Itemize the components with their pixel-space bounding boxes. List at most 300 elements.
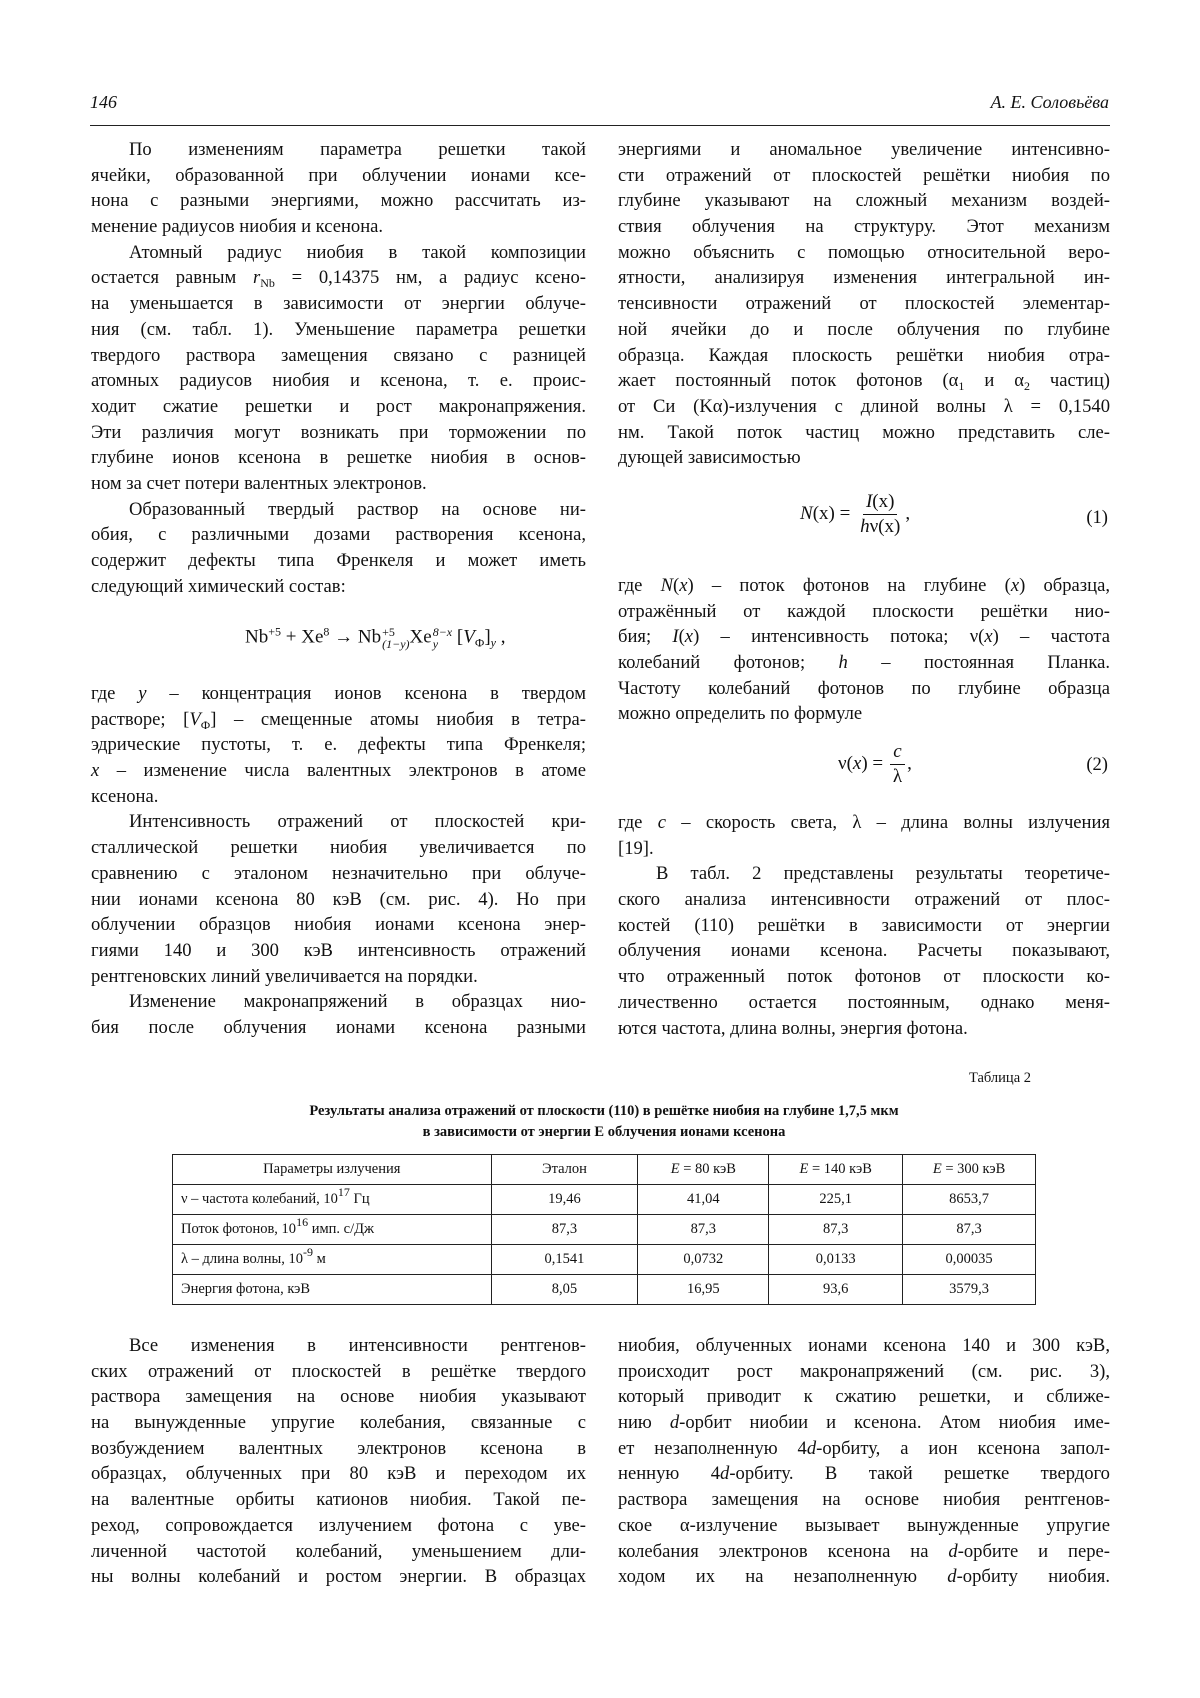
table-header-cell bbox=[903, 1155, 1036, 1185]
text-line bbox=[618, 368, 1110, 394]
fraction bbox=[890, 740, 905, 789]
text-run: ет незаполненную 4 bbox=[618, 1437, 807, 1459]
eq-part: , bbox=[905, 502, 911, 524]
text-line bbox=[618, 1461, 1110, 1487]
text-run: d bbox=[669, 1412, 680, 1434]
text-run: и α bbox=[964, 370, 1024, 392]
text-line bbox=[618, 599, 1110, 625]
text-line bbox=[91, 758, 586, 784]
text-run: Частоту колебаний фотонов по глубине образца bbox=[618, 677, 1110, 699]
text-run: x bbox=[684, 626, 694, 648]
results-table bbox=[172, 1154, 1036, 1305]
text-run: -орбите и пере- bbox=[957, 1540, 1110, 1562]
text-line bbox=[91, 420, 586, 446]
param-label: Поток фотонов, 10 bbox=[181, 1221, 297, 1237]
text-run: раствора замещения на основе ниобия рентгенов- bbox=[618, 1489, 1110, 1511]
text-run: атомных радиусов ниобия и ксенона, т. е. проис- bbox=[91, 370, 586, 392]
table-header-cell: Эталон bbox=[491, 1155, 638, 1185]
text-run: ной ячейки до и после облучения по глубине bbox=[618, 318, 1110, 340]
text-run: -орбиту, а ион ксенона запол- bbox=[816, 1437, 1110, 1459]
text-run: ненную 4 bbox=[618, 1463, 721, 1485]
text-run: раствора замещения на основе ниобия указывают bbox=[91, 1386, 586, 1408]
text-run: -орбит ниобии и ксенона. Атом ниобия име- bbox=[679, 1412, 1110, 1434]
text-line bbox=[618, 1359, 1110, 1385]
text-line bbox=[618, 240, 1110, 266]
text-line bbox=[618, 701, 1110, 727]
text-line bbox=[618, 1539, 1110, 1565]
value-cell: 93,6 bbox=[769, 1275, 903, 1305]
formula-part: [ bbox=[452, 626, 464, 648]
text-run: образца. Каждая плоскость решётки ниобия отра- bbox=[618, 344, 1110, 366]
value-cell: 8653,7 bbox=[903, 1185, 1036, 1215]
text-line bbox=[91, 809, 586, 835]
text-run: ских отражений от плоскостей в решётке твердого bbox=[91, 1360, 586, 1382]
equation-1 bbox=[800, 490, 910, 539]
formula-stack bbox=[382, 626, 409, 650]
text-line bbox=[91, 1436, 586, 1462]
eq-part: (x) = bbox=[812, 502, 856, 524]
text-line bbox=[91, 1359, 586, 1385]
text-run: гиями 140 и 300 кэВ интенсивность отражений bbox=[91, 939, 586, 961]
text-run: x bbox=[1010, 575, 1020, 596]
text-line bbox=[618, 317, 1110, 343]
text-line bbox=[618, 1487, 1110, 1513]
paragraph bbox=[91, 137, 586, 240]
header-text: = 300 кэВ bbox=[941, 1161, 1006, 1177]
text-line bbox=[618, 964, 1110, 990]
text-run: можно определить по формуле bbox=[618, 703, 863, 725]
table-header-cell bbox=[769, 1155, 903, 1185]
text-run: По изменениям параметра решетки такой bbox=[129, 139, 586, 160]
text-run: жает постоянный поток фотонов (α bbox=[618, 370, 959, 392]
text-line bbox=[91, 368, 586, 394]
text-line bbox=[618, 1384, 1110, 1410]
eq-part: ν(x) bbox=[869, 516, 901, 537]
text-line bbox=[618, 1436, 1110, 1462]
left-column-top bbox=[91, 137, 586, 599]
text-run: y bbox=[138, 683, 147, 704]
value-cell: 225,1 bbox=[769, 1185, 903, 1215]
table-row bbox=[173, 1275, 1036, 1305]
text-line bbox=[91, 1410, 586, 1436]
param-cell bbox=[173, 1185, 492, 1215]
text-run: нона с разными энергиями, можно рассчитать из- bbox=[91, 190, 586, 212]
text-run: -орбиту ниобия. bbox=[956, 1566, 1110, 1588]
text-run: следующий химический состав: bbox=[91, 575, 346, 597]
value-cell: 0,0732 bbox=[638, 1245, 769, 1275]
right-column-middle bbox=[618, 573, 1110, 727]
paragraph bbox=[618, 137, 1110, 471]
text-line bbox=[618, 650, 1110, 676]
text-run: содержит дефекты типа Френкеля и может иметь bbox=[91, 550, 586, 571]
text-run: 2 bbox=[1023, 379, 1030, 394]
formula-part: Nb bbox=[245, 626, 269, 648]
eq-part: h bbox=[860, 516, 870, 537]
text-run: = 0,14375 нм, а радиус ксено- bbox=[274, 267, 586, 289]
value-cell: 3579,3 bbox=[903, 1275, 1036, 1305]
text-run: дующей зависимостью bbox=[618, 447, 801, 469]
equation-2 bbox=[838, 740, 912, 789]
formula-part: y bbox=[490, 635, 496, 650]
text-run: ячейки, образованной при облучении ионами ксе- bbox=[91, 164, 586, 186]
header-var: E bbox=[932, 1161, 942, 1177]
text-run: ское α-излучение вызывает вынужденные упругие bbox=[618, 1514, 1110, 1536]
bottom-left-column bbox=[91, 1333, 586, 1590]
text-run: r bbox=[253, 267, 261, 289]
value-cell: 0,00035 bbox=[903, 1245, 1036, 1275]
text-run: Атомный радиус ниобия в такой композиции bbox=[129, 241, 586, 263]
right-column-top bbox=[618, 137, 1110, 471]
text-run: остается равным bbox=[91, 267, 253, 289]
text-line bbox=[91, 188, 586, 214]
value-cell: 0,0133 bbox=[769, 1245, 903, 1275]
text-line bbox=[618, 394, 1110, 420]
text-run: эдрические пустоты, т. е. дефекты типа Френкеля; bbox=[91, 734, 586, 756]
text-line bbox=[91, 989, 586, 1015]
text-run: сравнению с эталоном незначительно при облуче- bbox=[91, 862, 586, 884]
paragraph bbox=[91, 497, 586, 600]
text-line bbox=[618, 265, 1110, 291]
table-title-line: в зависимости от энергии E облучения ионами ксенона bbox=[422, 1124, 786, 1140]
param-unit: Гц bbox=[349, 1191, 370, 1207]
text-line bbox=[91, 548, 586, 574]
formula-part: + Xe bbox=[281, 626, 324, 648]
text-run: где bbox=[618, 575, 661, 596]
text-line bbox=[91, 1384, 586, 1410]
formula-part: 8−x bbox=[432, 625, 453, 639]
header-text: = 80 кэВ bbox=[679, 1161, 736, 1177]
text-run: реход, сопровождается излучением фотона с уве- bbox=[91, 1514, 586, 1536]
value-cell: 16,95 bbox=[638, 1275, 769, 1305]
text-line bbox=[618, 420, 1110, 446]
param-unit: имп. с/Дж bbox=[308, 1221, 375, 1237]
text-run: 1 bbox=[958, 379, 965, 394]
text-line bbox=[618, 810, 1110, 836]
text-line bbox=[91, 574, 586, 600]
paragraph bbox=[91, 681, 586, 809]
text-line bbox=[618, 163, 1110, 189]
eq-part: N bbox=[800, 502, 813, 524]
table-row bbox=[173, 1245, 1036, 1275]
text-run: -орбиту. В такой решетке твердого bbox=[729, 1463, 1110, 1485]
text-run: облучения ионами ксенона. Расчеты показывают, bbox=[618, 940, 1110, 962]
paragraph bbox=[618, 810, 1110, 861]
text-line bbox=[618, 913, 1110, 939]
text-run: облучении образцов ниобия ионами ксенона энер- bbox=[91, 914, 586, 936]
text-run: d bbox=[948, 1540, 958, 1562]
text-run: на вынужденные упругие колебания, связанные с bbox=[91, 1412, 586, 1434]
table-row bbox=[173, 1185, 1036, 1215]
text-run: нии ионами ксенона 80 кэВ (см. рис. 4). Но при bbox=[91, 888, 586, 910]
text-line bbox=[618, 188, 1110, 214]
text-run: d bbox=[806, 1437, 817, 1459]
text-line bbox=[618, 1410, 1110, 1436]
text-run: менение радиусов ниобия и ксенона. bbox=[91, 216, 384, 238]
formula-part: V bbox=[463, 626, 475, 648]
text-line bbox=[91, 317, 586, 343]
eq-part: (x) bbox=[872, 491, 895, 512]
text-run: где bbox=[618, 812, 658, 833]
text-run: частиц) bbox=[1029, 370, 1110, 392]
page-number: 146 bbox=[90, 92, 117, 112]
text-run: бия после облучения ионами ксенона разными bbox=[91, 1016, 586, 1038]
eq-part: ν( bbox=[838, 752, 853, 774]
text-line bbox=[91, 681, 586, 707]
text-run: ятности, анализируя изменения интегральной ин- bbox=[618, 267, 1110, 289]
param-cell bbox=[173, 1275, 492, 1305]
header-text: = 140 кэВ bbox=[808, 1161, 872, 1177]
header-var: E bbox=[799, 1161, 809, 1177]
text-run: ского анализа интенсивности отражений от плос- bbox=[618, 889, 1110, 911]
text-run: тенсивности отражений от плоскостей элементар- bbox=[618, 293, 1110, 315]
table-row bbox=[173, 1215, 1036, 1245]
text-line bbox=[618, 990, 1110, 1016]
text-line bbox=[91, 471, 586, 497]
text-run: d bbox=[947, 1566, 957, 1588]
text-line bbox=[91, 240, 586, 266]
text-line bbox=[91, 1539, 586, 1565]
text-run: нм. Такой поток частиц можно представить сле- bbox=[618, 421, 1110, 443]
text-line bbox=[618, 1016, 1110, 1042]
text-run: рентгеновских линий увеличивается на порядки. bbox=[91, 965, 478, 987]
left-column-bottom bbox=[91, 681, 586, 1041]
equation-1-number: (1) bbox=[1086, 507, 1108, 528]
eq-part: x bbox=[852, 752, 862, 774]
text-run: Nb bbox=[260, 276, 275, 291]
text-run: где bbox=[91, 683, 139, 704]
text-run: колебания электронов ксенона на bbox=[618, 1540, 949, 1562]
value-cell: 87,3 bbox=[638, 1215, 769, 1245]
param-exponent: -9 bbox=[303, 1245, 314, 1259]
paragraph bbox=[618, 1333, 1110, 1590]
formula-part: 8 bbox=[323, 624, 330, 639]
formula-part: , bbox=[495, 626, 506, 648]
param-exponent: 17 bbox=[337, 1185, 350, 1199]
text-line bbox=[91, 784, 586, 810]
text-line bbox=[91, 1487, 586, 1513]
text-run: c bbox=[657, 812, 666, 833]
formula-part: Xe bbox=[409, 626, 432, 648]
text-line bbox=[618, 676, 1110, 702]
text-run: x bbox=[984, 626, 993, 648]
text-run: ) – интенсивность потока; ν( bbox=[693, 626, 985, 648]
value-cell: 87,3 bbox=[491, 1215, 638, 1245]
text-run: – концентрация ионов ксенона в твердом bbox=[146, 683, 586, 704]
text-run: d bbox=[720, 1463, 730, 1485]
text-run: обия, с различными дозами растворения ксенона, bbox=[91, 524, 586, 546]
text-run: В табл. 2 представлены результаты теоретиче- bbox=[656, 863, 1110, 885]
text-run: на уменьшается в зависимости от энергии облуче- bbox=[91, 293, 586, 315]
text-run: бия; bbox=[618, 626, 673, 648]
text-run: – постоянная Планка. bbox=[847, 652, 1110, 674]
text-run: ния (см. табл. 1). Уменьшение параметра решетки bbox=[91, 318, 586, 340]
text-run: растворе; [ bbox=[91, 708, 190, 730]
formula-part: Ф bbox=[474, 635, 485, 650]
value-cell: 41,04 bbox=[638, 1185, 769, 1215]
formula-part: (1−y) bbox=[382, 637, 410, 651]
text-run: колебаний фотонов; bbox=[618, 652, 839, 674]
paragraph bbox=[91, 989, 586, 1040]
text-line bbox=[618, 1513, 1110, 1539]
value-cell: 87,3 bbox=[903, 1215, 1036, 1245]
text-line bbox=[91, 445, 586, 471]
text-run: ) – частота bbox=[992, 626, 1110, 648]
text-line bbox=[618, 573, 1110, 599]
text-run: ксенона. bbox=[91, 785, 159, 807]
text-line bbox=[91, 394, 586, 420]
text-run: – изменение числа валентных электронов в атоме bbox=[99, 760, 586, 782]
text-run: ниобия, облученных ионами ксенона 140 и 300 кэВ, bbox=[618, 1335, 1110, 1356]
text-line bbox=[91, 291, 586, 317]
text-run: Ф bbox=[200, 717, 211, 732]
text-line bbox=[91, 1333, 586, 1359]
text-run: I bbox=[672, 626, 679, 648]
table-title-line: Результаты анализа отражений от плоскости (110) в решётке ниобия на глубине 1,7,5 мкм bbox=[309, 1103, 899, 1119]
text-run: ходит сжатие решетки и рост макронапряжения. bbox=[91, 395, 586, 417]
text-line bbox=[91, 265, 586, 291]
param-label: λ – длина волны, 10 bbox=[181, 1251, 304, 1267]
text-line bbox=[618, 836, 1110, 862]
text-run: Образованный твердый раствор на основе ни- bbox=[129, 498, 586, 520]
text-run: V bbox=[189, 708, 201, 730]
text-run: нию bbox=[618, 1412, 670, 1434]
text-line bbox=[91, 497, 586, 523]
paragraph bbox=[91, 240, 586, 497]
fraction bbox=[857, 490, 903, 539]
text-run: энергиями и аномальное увеличение интенсивно- bbox=[618, 139, 1110, 160]
table-header-row bbox=[173, 1155, 1036, 1185]
text-run: N bbox=[660, 575, 674, 596]
text-run: ) образца, bbox=[1019, 575, 1111, 596]
right-column-bottom bbox=[618, 810, 1110, 1041]
text-line bbox=[618, 624, 1110, 650]
text-line bbox=[91, 1461, 586, 1487]
text-line bbox=[91, 522, 586, 548]
text-line bbox=[618, 445, 1110, 471]
text-line bbox=[91, 1564, 586, 1590]
text-line bbox=[618, 343, 1110, 369]
text-run: Все изменения в интенсивности рентгенов- bbox=[129, 1335, 586, 1356]
text-line bbox=[91, 938, 586, 964]
text-line bbox=[91, 887, 586, 913]
eq-part: c bbox=[890, 740, 904, 765]
formula-part: +5 bbox=[268, 624, 282, 639]
text-line bbox=[91, 163, 586, 189]
text-run: можно объяснить с помощью относительной веро- bbox=[618, 241, 1110, 263]
param-cell bbox=[173, 1245, 492, 1275]
text-run: ствия облучения на структуру. Этот механизм bbox=[618, 216, 1110, 238]
text-line bbox=[618, 1564, 1110, 1590]
text-run: сталлической решетки ниобия увеличивается по bbox=[91, 837, 586, 859]
text-run: костей (110) решётки в зависимости от энергии bbox=[618, 914, 1110, 936]
text-line bbox=[618, 887, 1110, 913]
text-run: от Си (Kα)-излучения с длиной волны λ = 0,1540 bbox=[618, 395, 1110, 417]
text-line bbox=[618, 938, 1110, 964]
text-line bbox=[91, 861, 586, 887]
header-rule bbox=[90, 125, 1110, 126]
text-line bbox=[91, 912, 586, 938]
text-line bbox=[91, 214, 586, 240]
value-cell: 0,1541 bbox=[491, 1245, 638, 1275]
formula-part: y bbox=[432, 637, 439, 651]
text-run: ются частота, длина волны, энергия фотона. bbox=[618, 1017, 968, 1039]
bottom-right-column bbox=[618, 1333, 1110, 1590]
text-run: личенной частотой колебаний, уменьшением дли- bbox=[91, 1540, 586, 1562]
text-run: отражённый от каждой плоскости решётки нио- bbox=[618, 600, 1110, 622]
text-line bbox=[91, 732, 586, 758]
param-exponent: 16 bbox=[296, 1215, 309, 1229]
table-header-cell bbox=[638, 1155, 769, 1185]
text-run: сти отражений от плоскостей решётки ниобия по bbox=[618, 164, 1110, 186]
text-run: x bbox=[91, 760, 100, 782]
text-line bbox=[91, 1015, 586, 1041]
value-cell: 87,3 bbox=[769, 1215, 903, 1245]
text-run: ны волны колебаний и ростом энергии. В образцах bbox=[91, 1566, 586, 1588]
eq-part: λ bbox=[892, 766, 903, 787]
eq-part: , bbox=[907, 752, 912, 774]
text-run: на валентные орбиты катионов ниобия. Такой пе- bbox=[91, 1489, 586, 1511]
text-run: возбуждением валентных электронов ксенона в bbox=[91, 1437, 586, 1459]
text-line bbox=[91, 707, 586, 733]
text-line bbox=[618, 861, 1110, 887]
equation-2-number: (2) bbox=[1086, 754, 1108, 775]
text-line bbox=[618, 291, 1110, 317]
paragraph bbox=[91, 809, 586, 989]
chemical-formula bbox=[245, 626, 505, 650]
text-run: твердого раствора замещения связано с разницей bbox=[91, 344, 586, 366]
text-run: глубине ионов ксенона в решетке ниобия в основ- bbox=[91, 447, 586, 469]
text-run: x bbox=[679, 575, 688, 596]
param-label: Энергия фотона, кэВ bbox=[181, 1281, 311, 1297]
paragraph bbox=[91, 1333, 586, 1590]
formula-stack bbox=[433, 626, 452, 650]
text-run: глубине указывают на сложный механизм воздей- bbox=[618, 190, 1110, 212]
value-cell: 19,46 bbox=[491, 1185, 638, 1215]
formula-part: +5 bbox=[382, 625, 395, 639]
text-run: ) – поток фотонов на глубине ( bbox=[687, 575, 1011, 596]
text-run: Эти различия могут возникать при торможении по bbox=[91, 421, 586, 443]
param-label: ν – частота колебаний, 10 bbox=[181, 1191, 338, 1207]
text-run: Интенсивность отражений от плоскостей кри- bbox=[129, 811, 586, 833]
text-run: ном за счет потери валентных электронов. bbox=[91, 472, 427, 494]
value-cell: 8,05 bbox=[491, 1275, 638, 1305]
text-line bbox=[91, 343, 586, 369]
text-run: Изменение макронапряжений в образцах нио- bbox=[129, 991, 586, 1013]
text-run: h bbox=[838, 652, 848, 674]
text-run: [19]. bbox=[618, 837, 654, 859]
text-run: – скорость света, λ – длина волны излучения bbox=[665, 812, 1111, 833]
eq-part: ) = bbox=[861, 752, 888, 774]
text-run: происходит рост макронапряжений (см. рис. 3), bbox=[618, 1360, 1110, 1382]
text-line bbox=[618, 137, 1110, 163]
formula-part: → Nb bbox=[329, 626, 382, 648]
text-run: ( bbox=[673, 575, 680, 596]
text-line bbox=[91, 137, 586, 163]
text-line bbox=[618, 214, 1110, 240]
text-run: что отраженный поток фотонов от плоскости ко- bbox=[618, 966, 1110, 988]
text-run: ходом их на незаполненную bbox=[618, 1566, 948, 1588]
eq-part: I bbox=[865, 491, 873, 512]
text-run: ( bbox=[678, 626, 685, 648]
table-title bbox=[172, 1101, 1036, 1143]
text-run: личественно остается постоянным, однако меня- bbox=[618, 991, 1110, 1013]
text-line bbox=[91, 1513, 586, 1539]
text-run: ] – смещенные атомы ниобия в тетра- bbox=[210, 708, 586, 730]
text-line bbox=[618, 1333, 1110, 1359]
formula-part: ] bbox=[484, 626, 491, 648]
param-unit: м bbox=[313, 1251, 326, 1267]
text-line bbox=[91, 835, 586, 861]
